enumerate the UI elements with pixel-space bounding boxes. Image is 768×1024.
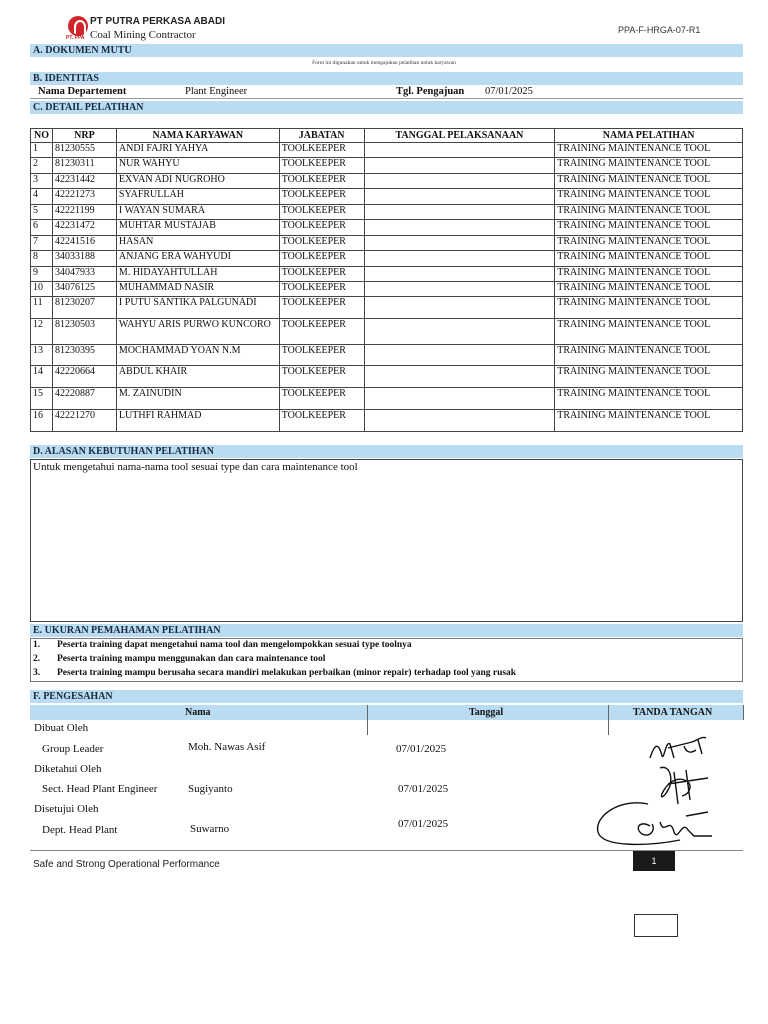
row-no: 6 — [31, 220, 53, 236]
row-position: TOOLKEEPER — [279, 345, 364, 366]
stamp-box — [634, 914, 678, 937]
approval-col-name: Nama — [185, 707, 211, 718]
row-employee-name: MUHTAR MUSTAJAB — [116, 220, 279, 236]
page-number: 1 — [633, 851, 675, 871]
row-date — [364, 143, 555, 158]
row-nrp: 81230311 — [52, 158, 116, 174]
table-row — [31, 345, 743, 366]
row-position: TOOLKEEPER — [279, 158, 364, 174]
row-employee-name: ANDI FAJRI YAHYA — [116, 143, 279, 158]
row-employee-name: MUHAMMAD NASIR — [116, 282, 279, 297]
row-date — [364, 220, 555, 236]
row-date — [364, 205, 555, 220]
row-position: TOOLKEEPER — [279, 282, 364, 297]
approval-col-date: Tanggal — [469, 707, 504, 718]
table-row — [31, 189, 743, 205]
approval-header — [30, 705, 743, 720]
table-row — [31, 158, 743, 174]
approval-role: Group Leader — [42, 743, 104, 755]
table-row — [31, 282, 743, 297]
approval-group-created: Dibuat Oleh — [34, 722, 89, 734]
row-training-name: TRAINING MAINTENANCE TOOL — [555, 220, 743, 236]
row-no: 15 — [31, 388, 53, 410]
row-position: TOOLKEEPER — [279, 174, 364, 189]
row-no: 16 — [31, 410, 53, 432]
row-training-name: TRAINING MAINTENANCE TOOL — [555, 297, 743, 319]
row-position: TOOLKEEPER — [279, 297, 364, 319]
row-employee-name: MOCHAMMAD YOAN N.M — [116, 345, 279, 366]
list-item: 1. Peserta training dapat mengetahui nama tool dan mengelompokkan sesuai type toolnya — [33, 640, 412, 650]
row-no: 2 — [31, 158, 53, 174]
signature-3 — [590, 792, 720, 852]
table-row — [31, 366, 743, 388]
divider — [608, 705, 609, 735]
row-training-name: TRAINING MAINTENANCE TOOL — [555, 205, 743, 220]
row-training-name: TRAINING MAINTENANCE TOOL — [555, 319, 743, 345]
row-nrp: 42220664 — [52, 366, 116, 388]
table-row — [31, 410, 743, 432]
table-row — [31, 205, 743, 220]
row-employee-name: NUR WAHYU — [116, 158, 279, 174]
company-logo — [68, 16, 88, 36]
section-a-title: A. DOKUMEN MUTU — [30, 44, 743, 57]
divider — [743, 705, 744, 720]
row-no: 10 — [31, 282, 53, 297]
training-detail-table — [30, 128, 743, 432]
row-nrp: 34033188 — [52, 251, 116, 267]
row-employee-name: WAHYU ARIS PURWO KUNCORO — [116, 319, 279, 345]
row-position: TOOLKEEPER — [279, 236, 364, 251]
table-row — [31, 297, 743, 319]
row-nrp: 34047933 — [52, 267, 116, 282]
row-no: 5 — [31, 205, 53, 220]
row-date — [364, 189, 555, 205]
approval-group-approved: Disetujui Oleh — [34, 803, 99, 815]
col-no: NO — [31, 129, 53, 143]
row-employee-name: I WAYAN SUMARA — [116, 205, 279, 220]
row-date — [364, 267, 555, 282]
document-code: PPA-F-HRGA-07-R1 — [618, 25, 701, 35]
department-label: Nama Departement — [38, 86, 127, 97]
row-employee-name: ABDUL KHAIR — [116, 366, 279, 388]
row-nrp: 42221270 — [52, 410, 116, 432]
row-date — [364, 282, 555, 297]
row-no: 4 — [31, 189, 53, 205]
section-e-title: E. UKURAN PEMAHAMAN PELATIHAN — [30, 624, 743, 637]
row-date — [364, 251, 555, 267]
row-position: TOOLKEEPER — [279, 366, 364, 388]
section-d-title: D. ALASAN KEBUTUHAN PELATIHAN — [30, 445, 743, 458]
section-c-title: C. DETAIL PELATIHAN — [30, 101, 743, 114]
row-position: TOOLKEEPER — [279, 388, 364, 410]
table-row — [31, 388, 743, 410]
approval-col-signature: TANDA TANGAN — [633, 707, 713, 718]
col-training-name: NAMA PELATIHAN — [555, 129, 743, 143]
row-position: TOOLKEEPER — [279, 189, 364, 205]
row-no: 13 — [31, 345, 53, 366]
list-item: 2. Peserta training mampu menggunakan dan cara maintenance tool — [33, 654, 326, 664]
row-training-name: TRAINING MAINTENANCE TOOL — [555, 282, 743, 297]
approval-date: 07/01/2025 — [398, 818, 449, 830]
row-nrp: 42221199 — [52, 205, 116, 220]
company-subtitle: Coal Mining Contractor — [90, 29, 196, 41]
table-row — [31, 319, 743, 345]
table-row — [31, 143, 743, 158]
row-date — [364, 319, 555, 345]
row-no: 14 — [31, 366, 53, 388]
approval-name: Suwarno — [190, 823, 230, 835]
company-name: PT PUTRA PERKASA ABADI — [90, 16, 226, 27]
col-employee-name: NAMA KARYAWAN — [116, 129, 279, 143]
department-value: Plant Engineer — [185, 86, 248, 97]
submission-date-label: Tgl. Pengajuan — [396, 86, 465, 97]
row-date — [364, 158, 555, 174]
row-employee-name: I PUTU SANTIKA PALGUNADI — [116, 297, 279, 319]
row-position: TOOLKEEPER — [279, 267, 364, 282]
row-no: 7 — [31, 236, 53, 251]
row-nrp: 42221273 — [52, 189, 116, 205]
understanding-list — [30, 638, 743, 682]
row-no: 11 — [31, 297, 53, 319]
row-training-name: TRAINING MAINTENANCE TOOL — [555, 143, 743, 158]
row-training-name: TRAINING MAINTENANCE TOOL — [555, 345, 743, 366]
row-no: 8 — [31, 251, 53, 267]
row-training-name: TRAINING MAINTENANCE TOOL — [555, 174, 743, 189]
row-position: TOOLKEEPER — [279, 319, 364, 345]
identity-row — [30, 85, 743, 99]
row-position: TOOLKEEPER — [279, 220, 364, 236]
form-note: Form ini digunakan untuk mengajukan pelatihan untuk karyawan — [312, 60, 456, 66]
approval-group-known: Diketahui Oleh — [34, 763, 102, 775]
row-position: TOOLKEEPER — [279, 205, 364, 220]
row-training-name: TRAINING MAINTENANCE TOOL — [555, 267, 743, 282]
row-no: 9 — [31, 267, 53, 282]
approval-date: 07/01/2025 — [396, 743, 447, 755]
row-no: 12 — [31, 319, 53, 345]
row-position: TOOLKEEPER — [279, 410, 364, 432]
approval-name: Moh. Nawas Asif — [188, 741, 266, 753]
table-row — [31, 174, 743, 189]
approval-role: Dept. Head Plant — [42, 824, 118, 836]
row-employee-name: EXVAN ADI NUGROHO — [116, 174, 279, 189]
section-f-title: F. PENGESAHAN — [30, 690, 743, 703]
row-employee-name: HASAN — [116, 236, 279, 251]
row-employee-name: ANJANG ERA WAHYUDI — [116, 251, 279, 267]
row-position: TOOLKEEPER — [279, 143, 364, 158]
row-nrp: 81230503 — [52, 319, 116, 345]
table-row — [31, 251, 743, 267]
row-date — [364, 174, 555, 189]
row-training-name: TRAINING MAINTENANCE TOOL — [555, 410, 743, 432]
row-nrp: 34076125 — [52, 282, 116, 297]
row-training-name: TRAINING MAINTENANCE TOOL — [555, 158, 743, 174]
table-row — [31, 220, 743, 236]
approval-name: Sugiyanto — [188, 783, 233, 795]
row-date — [364, 410, 555, 432]
row-training-name: TRAINING MAINTENANCE TOOL — [555, 366, 743, 388]
logo-caption: PT. PPA — [66, 35, 85, 41]
row-nrp: 42231442 — [52, 174, 116, 189]
table-row — [31, 236, 743, 251]
row-employee-name: LUTHFI RAHMAD — [116, 410, 279, 432]
approval-date: 07/01/2025 — [398, 783, 449, 795]
approval-role: Sect. Head Plant Engineer — [42, 783, 158, 795]
row-position: TOOLKEEPER — [279, 251, 364, 267]
row-nrp: 81230207 — [52, 297, 116, 319]
row-date — [364, 366, 555, 388]
row-nrp: 42241516 — [52, 236, 116, 251]
col-nrp: NRP — [52, 129, 116, 143]
row-training-name: TRAINING MAINTENANCE TOOL — [555, 251, 743, 267]
row-employee-name: M. HIDAYAHTULLAH — [116, 267, 279, 282]
table-row — [31, 267, 743, 282]
row-nrp: 81230395 — [52, 345, 116, 366]
row-date — [364, 345, 555, 366]
col-position: JABATAN — [279, 129, 364, 143]
row-training-name: TRAINING MAINTENANCE TOOL — [555, 189, 743, 205]
row-employee-name: M. ZAINUDIN — [116, 388, 279, 410]
row-no: 1 — [31, 143, 53, 158]
row-date — [364, 388, 555, 410]
row-nrp: 42220887 — [52, 388, 116, 410]
list-item: 3. Peserta training mampu berusaha secara mandiri melakukan perbaikan (minor repair) terhadap tool yang rusak — [33, 668, 517, 678]
submission-date-value: 07/01/2025 — [485, 86, 533, 97]
table-header-row — [31, 129, 743, 143]
training-reason: Untuk mengetahui nama-nama tool sesuai type dan cara maintenance tool — [30, 459, 743, 622]
row-training-name: TRAINING MAINTENANCE TOOL — [555, 236, 743, 251]
footer-tagline: Safe and Strong Operational Performance — [33, 859, 220, 870]
row-date — [364, 236, 555, 251]
col-date: TANGGAL PELAKSANAAN — [364, 129, 555, 143]
divider — [367, 705, 368, 735]
row-training-name: TRAINING MAINTENANCE TOOL — [555, 388, 743, 410]
row-nrp: 81230555 — [52, 143, 116, 158]
row-nrp: 42231472 — [52, 220, 116, 236]
section-b-title: B. IDENTITAS — [30, 72, 743, 85]
row-employee-name: SYAFRULLAH — [116, 189, 279, 205]
row-no: 3 — [31, 174, 53, 189]
row-date — [364, 297, 555, 319]
